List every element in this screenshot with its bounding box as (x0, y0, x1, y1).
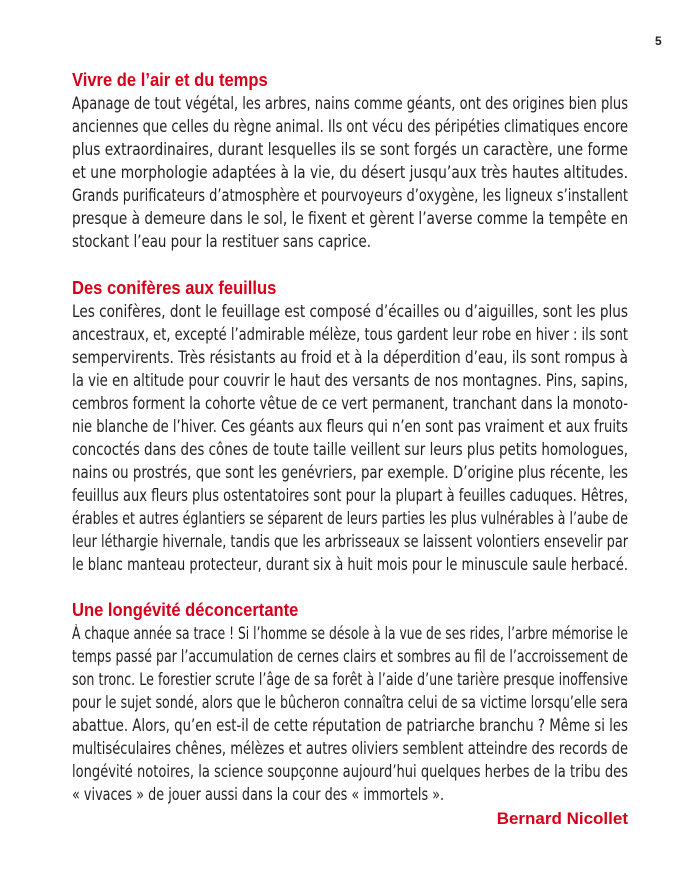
text-line-content: À chaque année sa trace ! Si l’homme se désole à la vue de ses rides, l’arbre mémorise le (72, 624, 628, 643)
text-line-content: abattue. Alors, qu’en est-il de cette réputation de patriarche branchu ? Même si les (72, 716, 628, 735)
text-line (72, 553, 628, 576)
text-line (72, 230, 628, 253)
page-number: 5 (655, 34, 662, 48)
section-heading: Vivre de l’air et du temps (72, 70, 268, 90)
text-line-content: presque à demeure dans le sol, le fixent et gèrent l’averse comme la tempête en (72, 209, 628, 228)
text-line-content: plus extraordinaires, durant lesquelles ils se sont forgés un caractère, une forme (72, 140, 628, 159)
text-line (72, 691, 628, 714)
text-line-content: feuillus aux fleurs plus ostentatoires sont pour la plupart à feuilles caduques. Hêtres, (72, 486, 628, 505)
text-line-content: Les conifères, dont le feuillage est composé d’écailles ou d’aiguilles, sont les plus (72, 302, 628, 321)
text-line (72, 207, 628, 230)
text-line-content: Grands purificateurs d’atmosphère et pourvoyeurs d’oxygène, les ligneux s’installent (72, 186, 628, 205)
text-line (72, 392, 628, 415)
text-line (72, 92, 628, 115)
text-line-content: nie blanche de l’hiver. Ces géants aux fleurs qui n’en sont pas vraiment et aux fruits (72, 417, 628, 436)
text-line (72, 415, 628, 438)
text-line-content: leur léthargie hivernale, tandis que les arbrisseaux se laissent volontiers ensevelir par (72, 532, 628, 551)
author-signature: Bernard Nicollet (496, 809, 628, 828)
text-line-content: érables et autres églantiers se séparent de leurs parties les plus vulnérables à l’aube de (72, 509, 628, 528)
text-line-content: la vie en altitude pour couvrir le haut des versants de nos montagnes. Pins, sapins, (72, 371, 628, 390)
text-line (72, 737, 628, 760)
text-line-content: le blanc manteau protecteur, durant six à huit mois pour le minuscule saule herbacé. (72, 555, 628, 574)
text-line (72, 323, 628, 346)
text-line (72, 622, 628, 645)
text-line (72, 184, 628, 207)
text-line-content: pour le sujet sondé, alors que le bûcheron connaîtra celui de sa victime lorsqu’elle sera (72, 693, 628, 712)
text-line (72, 461, 628, 484)
text-line (72, 668, 628, 691)
section-paragraph (72, 300, 628, 576)
text-line-content: « vivaces » de jouer aussi dans la cour des « immortels ». (72, 785, 445, 804)
text-line-content: Apanage de tout végétal, les arbres, nains comme géants, ont des origines bien plus (72, 94, 628, 113)
text-line-content: concoctés dans des cônes de toute taille veillent sur leurs plus petits homologues, (72, 440, 628, 459)
section-heading: Une longévité déconcertante (72, 600, 299, 620)
text-line (72, 161, 628, 184)
text-line (72, 783, 628, 806)
text-line-content: longévité notoires, la science soupçonne aujourd’hui quelques herbes de la tribu des (72, 762, 628, 781)
text-line (72, 714, 628, 737)
text-line-content: anciennes que celles du règne animal. Ils ont vécu des péripéties climatiques encore (72, 117, 628, 136)
section-heading: Des conifères aux feuillus (72, 278, 277, 298)
text-line-content: son tronc. Le forestier scrute l’âge de sa forêt à l’aide d’une tarière presque inoffensive (72, 670, 628, 689)
text-line-content: stockant l’eau pour la restituer sans caprice. (72, 232, 371, 251)
text-line (72, 530, 628, 553)
text-line (72, 507, 628, 530)
text-line (72, 138, 628, 161)
text-line-content: sempervirents. Très résistants au froid et à la déperdition d’eau, ils sont rompus à (72, 348, 628, 367)
text-line (72, 438, 628, 461)
text-line (72, 484, 628, 507)
text-line-content: ancestraux, et, excepté l’admirable mélèze, tous gardent leur robe en hiver : ils sont (72, 325, 628, 344)
text-line (72, 115, 628, 138)
text-line (72, 300, 628, 323)
text-line (72, 760, 628, 783)
text-line-content: cembros forment la cohorte vêtue de ce vert permanent, tranchant dans la monoto- (72, 394, 628, 413)
text-line (72, 645, 628, 668)
section-paragraph (72, 92, 628, 253)
text-line-content: et une morphologie adaptées à la vie, du désert jusqu’aux très hautes altitudes. (72, 163, 628, 182)
text-line-content: multiséculaires chênes, mélèzes et autres oliviers semblent atteindre des records de (72, 739, 628, 758)
text-line (72, 346, 628, 369)
text-line-content: nains ou prostrés, que sont les genévriers, par exemple. D’origine plus récente, les (72, 463, 628, 482)
section-paragraph (72, 622, 628, 806)
text-line-content: temps passé par l’accumulation de cernes clairs et sombres au fil de l’accroissement de (72, 647, 628, 666)
text-line (72, 369, 628, 392)
